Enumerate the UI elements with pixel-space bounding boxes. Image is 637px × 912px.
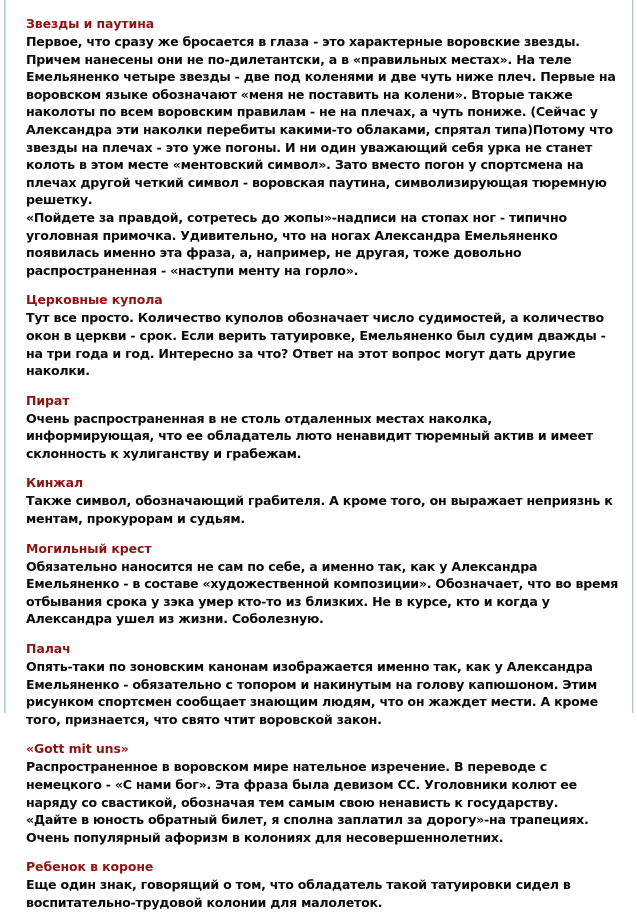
section-heading: Ребенок в короне — [26, 859, 154, 875]
section-paragraph: Очень распространенная в не столь отдаленных местах наколка, информирующая, что ее обладатель люто ненавидит тюремный актив и имеет склонность к хулиганству и грабежам. — [26, 410, 593, 461]
right-border-rule-inner — [633, 0, 634, 713]
section-paragraph: Распространенное в воровском мире нательное изречение. В переводе с немецкого - «С нами бог». Эта фраза была девизом СС. Уголовники колют ее наряду со свастикой, обозначая тем самым свою ненависть к государству. — [26, 759, 577, 810]
article-body — [26, 0, 622, 912]
section-heading: «Gott mit uns» — [26, 741, 129, 757]
section-child-in-crown — [26, 859, 622, 911]
section-gott-mit-uns — [26, 741, 622, 846]
section-paragraph: Первое, что сразу же бросается в глаза - это характерные воровские звезды. Причем нанесены они не по-дилетантски, а в «правильных местах». На теле Емельяненко четыре звезды - две под коленями и две чуть ниже плеч. Первые на воровском языке обозначают «меня не поставить на колени». Вторые также наколоты по всем воровским правилам - не на плечах, а чуть пониже. (Сейчас у Александра эти наколки перебиты какими-то облаками, спрятал типа)Потому что звезды на плечах - это уже погоны. И ни один уважающий себя урка не станет колоть в этом месте «ментовский символ». Зато вместо погон у спортсмена на плечах другой четкий символ - воровская паутина, символизирующая тюремную решетку. — [26, 34, 616, 208]
section-paragraph: Обязательно наносится не сам по себе, а именно так, как у Александра Емельяненко - в составе «художественной композиции». Обозначает, что во время отбывания срока у зэка умер кто-то из близких. Не в курсе, кто и когда у Александра ушел из жизни. Соболезную. — [26, 558, 619, 627]
section-heading: Палач — [26, 641, 71, 657]
section-heading: Могильный крест — [26, 540, 152, 556]
section-church-domes — [26, 292, 622, 379]
section-stars-and-web — [26, 16, 622, 279]
left-border-rule-inner — [5, 0, 6, 713]
section-heading: Церковные купола — [26, 292, 163, 308]
section-paragraph: Тут все просто. Количество куполов обозначает число судимостей, а количество окон в церкви - срок. Если верить татуировке, Емельяненко был судим дважды - на три года и год. Интересно за что? Ответ на этот вопрос могут дать другие наколки. — [26, 310, 606, 379]
section-heading: Звезды и паутина — [26, 16, 155, 31]
section-grave-cross — [26, 541, 622, 628]
section-paragraph: «Дайте в юность обратный билет, я сполна заплатил за дорогу»-на трапециях. Очень популярный афоризм в колониях для несовершеннолетних. — [26, 812, 589, 845]
section-pirate — [26, 393, 622, 463]
section-heading: Кинжал — [26, 475, 84, 491]
section-heading: Пират — [26, 392, 70, 408]
section-paragraph: Опять-таки по зоновским канонам изображается именно так, как у Александра Емельяненко - обязательно с топором и накинутым на голову капюшоном. Этим рисунком спортсмен сообщает знающим людям, что он жаждет мести. А кроме того, признается, что свято чтит воровской закон. — [26, 659, 598, 727]
section-dagger — [26, 475, 622, 527]
section-paragraph: Еще один знак, говорящий о том, что обладатель такой татуировки сидел в воспитательно-трудовой колонии для малолеток. — [26, 877, 571, 910]
section-executioner — [26, 641, 622, 728]
section-paragraph: Также символ, обозначающий грабителя. А кроме того, он выражает неприязнь к ментам, прокурорам и судьям. — [26, 493, 613, 527]
section-paragraph: «Пойдете за правдой, сотретесь до жопы»-надписи на стопах ног - типично уголовная примочка. Удивительно, что на ногах Александра Емельяненко появилась именно эта фраза, а, например, не другая, тоже довольно распространенная - «наступи менту на горло». — [26, 209, 567, 278]
